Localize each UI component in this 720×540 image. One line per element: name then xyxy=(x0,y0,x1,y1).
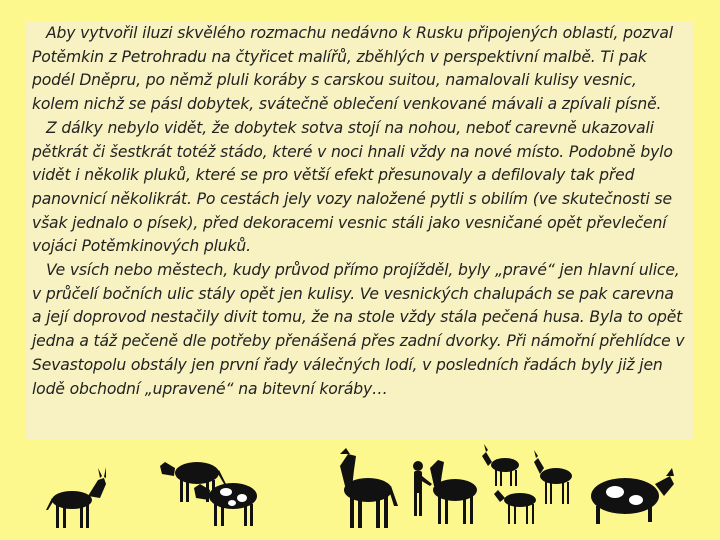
paragraph-2: Z dálky nebylo vidět, že dobytek sotva stojí na nohou, neboť carevně ukazovali pětkrát či šestkrát totéž stádo, které v noci hnali vždy na nové místo. Podobně bylo vidět i několik pluků, které se pro větší efekt přesunovaly a defilovaly tak před panovnicí několikrát. Po cestách jely vozy naložené pytli s obilím (ve skutečnosti se však jednalo o písek), před dekoracemi vesnic stáli jako vesničané opět převlečení vojáci Potěmkinových pluků. xyxy=(32,118,673,256)
cow-lying-icon xyxy=(591,468,674,524)
man-leading-horse-icon xyxy=(413,460,477,524)
paragraph-1: Aby vytvořil iluzi skvělého rozmachu nedávno k Rusku připojených oblastí, pozval Potěmkin z Petrohradu na čtyřicet malířů, zběhlých v perspektivní malbě. Ti pak podél Dněpru, po němž pluli koráby s carskou suitou, namalovali kulisy vesnic, kolem nichž se pásl dobytek, svátečně oblečení venkované mávali a zpívali písně. xyxy=(32,24,673,114)
spotted-cow-icon xyxy=(194,483,257,526)
goat-icon xyxy=(482,444,519,486)
dog-icon xyxy=(494,490,536,524)
horse-icon xyxy=(340,448,398,528)
paragraph-3: Ve vsích nebo městech, kudy průvod přímo projížděl, byly „pravé“ jen hlavní ulice, v průčelí bočních ulic stály opět jen kulisy. Ve vesnických chalupách se pak carevna a její doprovod nestačily divit tomu, že na stole vždy stála pečená husa. Byla to opět jedna a táž pečeně dle potřeby přenášená přes zadní dvorky. Při námořní přehlídce v Sevastopolu obstály jen první řady válečných lodí, v posledních řadách byly již jen lodě obchodní „upravené“ na bitevní koráby… xyxy=(32,261,685,398)
text-box xyxy=(26,22,694,440)
animal-illustration-strip xyxy=(0,440,720,540)
donkey-icon xyxy=(534,450,572,504)
donkey-icon xyxy=(46,467,106,528)
